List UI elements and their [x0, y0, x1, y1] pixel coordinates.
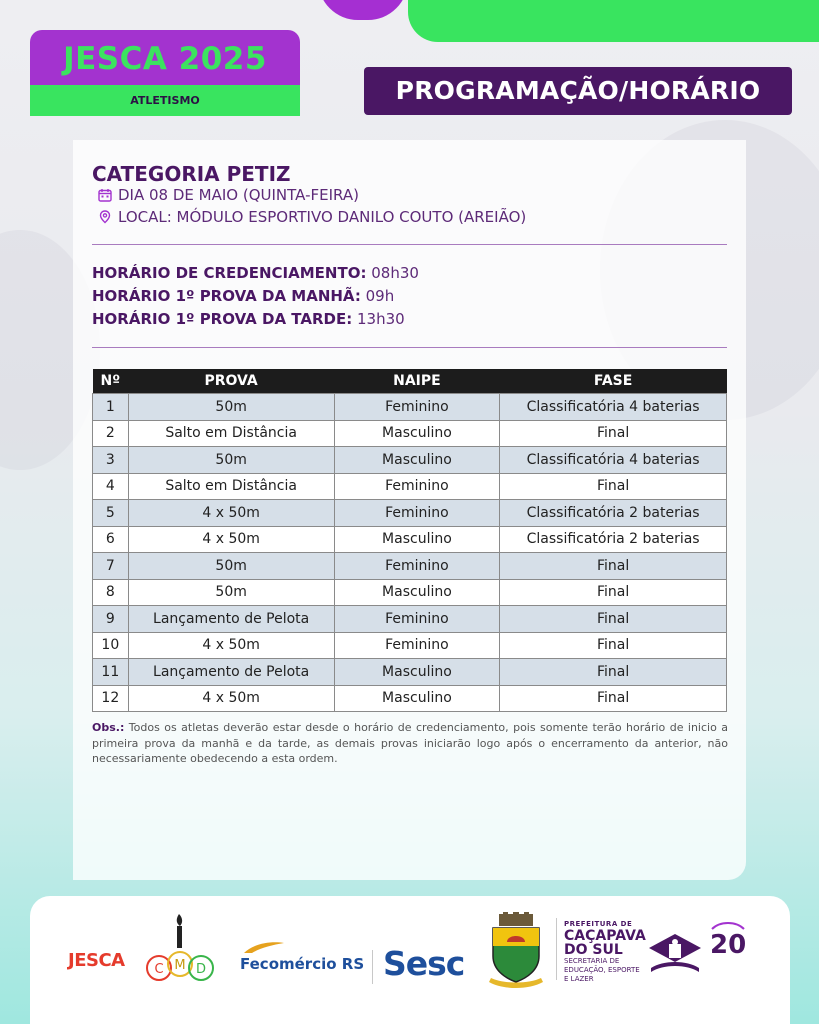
cell-number: 4: [93, 473, 129, 500]
cell-number: 2: [93, 420, 129, 447]
schedule-value: 09h: [365, 287, 395, 305]
school-logo: [645, 930, 705, 976]
cell-naipe: Feminino: [334, 500, 500, 527]
cell-prova: Salto em Distância: [128, 473, 334, 500]
cell-number: 11: [93, 659, 129, 686]
cell-naipe: Masculino: [334, 659, 500, 686]
table-row: [93, 685, 727, 712]
cell-naipe: Feminino: [334, 394, 500, 421]
cell-naipe: Masculino: [334, 685, 500, 712]
table-row: [93, 526, 727, 553]
cell-fase: Final: [500, 579, 727, 606]
cell-number: 12: [93, 685, 129, 712]
fecomercio-mark-icon: [242, 941, 286, 955]
table-header-row: [93, 369, 727, 394]
cell-fase: Final: [500, 420, 727, 447]
brand-title: JESCA 2025: [30, 30, 300, 85]
sesc-logo: Sesc: [383, 944, 465, 983]
cell-prova: 4 x 50m: [128, 685, 334, 712]
cell-number: 9: [93, 606, 129, 633]
prefeitura-top: PREFEITURA DE: [564, 920, 633, 928]
fecomercio-logo: [240, 955, 364, 973]
prefeitura-logo: [564, 920, 644, 984]
table-row: [93, 394, 727, 421]
cell-prova: 4 x 50m: [128, 526, 334, 553]
cmd-logo: [145, 912, 215, 986]
schedule-label: HORÁRIO DE CREDENCIAMENTO:: [92, 264, 367, 282]
date-line: [98, 186, 359, 204]
cell-naipe: Masculino: [334, 526, 500, 553]
coat-of-arms-logo: [485, 912, 547, 990]
cell-naipe: Masculino: [334, 579, 500, 606]
cell-fase: Final: [500, 606, 727, 633]
table-row: [93, 659, 727, 686]
divider: [92, 244, 727, 245]
table-row: [93, 500, 727, 527]
cell-number: 1: [93, 394, 129, 421]
obs-label: Obs.:: [92, 721, 125, 734]
table-row: [93, 553, 727, 580]
cell-naipe: Masculino: [334, 420, 500, 447]
divider: [372, 950, 373, 984]
cell-naipe: Feminino: [334, 553, 500, 580]
cmd-letter: M: [174, 958, 186, 973]
schedule-value: 13h30: [357, 310, 405, 328]
cell-prova: 4 x 50m: [128, 632, 334, 659]
table-row: [93, 447, 727, 474]
cell-fase: Final: [500, 685, 727, 712]
cell-fase: Final: [500, 632, 727, 659]
cell-fase: Classificatória 2 baterias: [500, 500, 727, 527]
header-prova: PROVA: [128, 369, 334, 394]
cell-naipe: Feminino: [334, 606, 500, 633]
cell-number: 3: [93, 447, 129, 474]
cmd-letter: D: [195, 962, 207, 977]
table-row: [93, 579, 727, 606]
cell-naipe: Masculino: [334, 447, 500, 474]
table-row: [93, 420, 727, 447]
cell-number: 10: [93, 632, 129, 659]
location-line: [98, 208, 526, 226]
divider: [556, 918, 557, 980]
anniversary-arc-icon: [710, 920, 746, 930]
cell-prova: 4 x 50m: [128, 500, 334, 527]
cell-fase: Classificatória 2 baterias: [500, 526, 727, 553]
cell-prova: Lançamento de Pelota: [128, 659, 334, 686]
anniversary-logo: [710, 930, 746, 960]
cell-naipe: Feminino: [334, 473, 500, 500]
divider: [92, 347, 727, 348]
cell-fase: Classificatória 4 baterias: [500, 394, 727, 421]
location-pin-icon: [98, 210, 112, 224]
cell-number: 6: [93, 526, 129, 553]
header-number: Nº: [93, 369, 129, 394]
cell-prova: 50m: [128, 447, 334, 474]
schedule-tarde: [92, 310, 405, 328]
schedule-value: 08h30: [371, 264, 419, 282]
cell-number: 7: [93, 553, 129, 580]
table-row: [93, 606, 727, 633]
calendar-icon: [98, 188, 112, 202]
brand-subtitle: ATLETISMO: [30, 85, 300, 116]
category-title: CATEGORIA PETIZ: [92, 162, 291, 186]
cell-prova: Salto em Distância: [128, 420, 334, 447]
cell-prova: 50m: [128, 553, 334, 580]
date-text: DIA 08 DE MAIO (QUINTA-FEIRA): [118, 186, 359, 204]
schedule-label: HORÁRIO 1º PROVA DA TARDE:: [92, 310, 353, 328]
fecomercio-text: Fecomércio RS: [240, 955, 365, 973]
table-row: [93, 632, 727, 659]
observation-note: [92, 720, 728, 767]
cell-fase: Final: [500, 473, 727, 500]
cmd-letter: C: [154, 962, 164, 977]
events-table: [92, 369, 727, 712]
cell-prova: 50m: [128, 394, 334, 421]
top-purple-tab: [318, 0, 408, 20]
page-title: PROGRAMAÇÃO/HORÁRIO: [364, 67, 792, 115]
cell-prova: Lançamento de Pelota: [128, 606, 334, 633]
brand-badge: [30, 30, 300, 116]
cell-number: 5: [93, 500, 129, 527]
prefeitura-sub: SECRETARIA DE EDUCAÇÃO, ESPORTE E LAZER: [564, 957, 640, 983]
schedule-manha: [92, 287, 394, 305]
table-row: [93, 473, 727, 500]
location-text: LOCAL: MÓDULO ESPORTIVO DANILO COUTO (AREIÃO): [118, 208, 527, 226]
cell-fase: Final: [500, 553, 727, 580]
cell-fase: Final: [500, 659, 727, 686]
jesca-logo: JESCA: [68, 950, 125, 971]
header-naipe: NAIPE: [334, 369, 500, 394]
top-green-bar: [408, 0, 819, 42]
header-fase: FASE: [500, 369, 727, 394]
schedule-credenciamento: [92, 264, 419, 282]
anniversary-number: 20: [710, 930, 747, 960]
cell-number: 8: [93, 579, 129, 606]
cell-prova: 50m: [128, 579, 334, 606]
schedule-label: HORÁRIO 1º PROVA DA MANHÃ:: [92, 287, 361, 305]
obs-text: Todos os atletas deverão estar desde o horário de credenciamento, pois somente terão horário de inicio a primeira prova da manhã e da tarde, as demais provas iniciarão logo após o encerramento da anterior, não necessariamente obedecendo a esta ordem.: [92, 721, 728, 765]
cell-fase: Classificatória 4 baterias: [500, 447, 727, 474]
prefeitura-city: CAÇAPAVA DO SUL: [564, 928, 646, 958]
cell-naipe: Feminino: [334, 632, 500, 659]
